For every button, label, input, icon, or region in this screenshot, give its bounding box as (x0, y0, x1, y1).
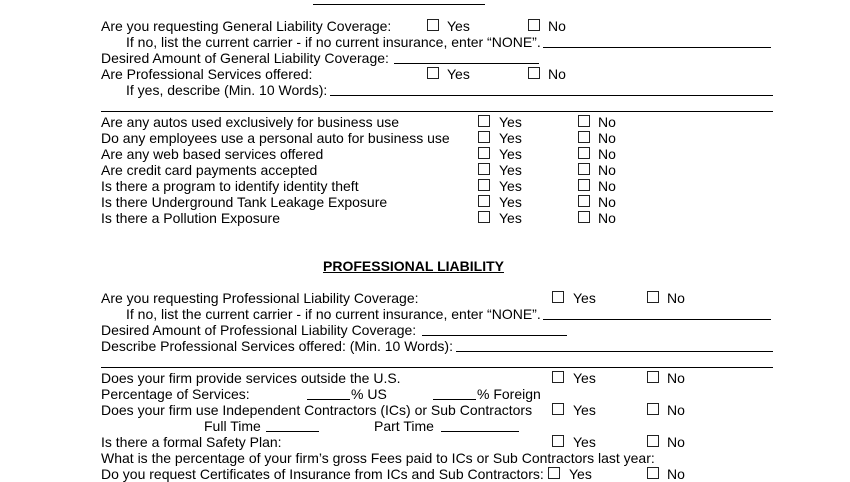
pl-carrier-label: If no, list the current carrier - if no current insurance, enter “NONE”. (126, 306, 541, 322)
pl-outside-us-yes-label: Yes (573, 370, 596, 386)
pl-safety-plan-no-checkbox[interactable] (647, 435, 659, 447)
gl-prof-services-yes-checkbox[interactable] (427, 67, 439, 79)
gl-prof-services-no-checkbox[interactable] (528, 67, 540, 79)
gl-amount-field[interactable] (394, 63, 539, 64)
exposure-no-label: No (598, 178, 616, 194)
pl-certificates-no-label: No (667, 466, 685, 482)
pl-full-time-label: Full Time (204, 418, 261, 434)
exposure-question: Do any employees use a personal auto for business use (101, 130, 450, 146)
exposure-yes-label: Yes (499, 130, 522, 146)
pl-outside-us-yes-checkbox[interactable] (552, 371, 564, 383)
exposure-no-checkbox[interactable] (578, 115, 590, 127)
exposure-yes-label: Yes (499, 162, 522, 178)
exposure-question: Is there a program to identify identity theft (101, 178, 359, 194)
exposure-no-checkbox[interactable] (578, 211, 590, 223)
exposure-question: Is there Underground Tank Leakage Exposure (101, 194, 388, 210)
exposure-no-label: No (598, 114, 616, 130)
gl-requesting-label: Are you requesting General Liability Coverage: (101, 18, 392, 34)
exposure-yes-label: Yes (499, 146, 522, 162)
exposure-question: Are credit card payments accepted (101, 162, 318, 178)
pl-safety-plan-label: Is there a formal Safety Plan: (101, 434, 282, 450)
pl-contractors-no-label: No (667, 402, 685, 418)
pl-amount-field[interactable] (422, 335, 567, 336)
gl-requesting-yes-label: Yes (447, 18, 470, 34)
exposure-yes-checkbox[interactable] (478, 131, 490, 143)
exposure-no-label: No (598, 210, 616, 226)
pl-full-time-field[interactable] (266, 431, 319, 432)
pl-requesting-yes-label: Yes (573, 290, 596, 306)
exposure-question: Is there a Pollution Exposure (101, 210, 280, 226)
exposure-no-label: No (598, 194, 616, 210)
pl-requesting-yes-checkbox[interactable] (552, 291, 564, 303)
pl-certificates-no-checkbox[interactable] (647, 467, 659, 479)
exposure-yes-checkbox[interactable] (478, 179, 490, 191)
pl-certificates-label: Do you request Certificates of Insurance from ICs and Sub Contractors: (101, 466, 544, 482)
gl-amount-label: Desired Amount of General Liability Coverage: (101, 50, 389, 66)
pl-contractors-no-checkbox[interactable] (647, 403, 659, 415)
pl-requesting-no-checkbox[interactable] (647, 291, 659, 303)
pl-outside-us-label: Does your firm provide services outside the U.S. (101, 370, 401, 386)
pl-safety-plan-no-label: No (667, 434, 685, 450)
pl-describe-field-continued[interactable] (101, 367, 773, 368)
exposure-yes-checkbox[interactable] (478, 115, 490, 127)
pl-pct-foreign-field[interactable] (433, 399, 476, 400)
pl-outside-us-no-checkbox[interactable] (647, 371, 659, 383)
exposure-no-checkbox[interactable] (578, 179, 590, 191)
pl-requesting-no-label: No (667, 290, 685, 306)
gl-requesting-no-label: No (548, 18, 566, 34)
exposure-no-label: No (598, 146, 616, 162)
exposure-yes-label: Yes (499, 114, 522, 130)
pl-fees-pct-label: What is the percentage of your firm’s gross Fees paid to ICs or Sub Contractors last year: (101, 450, 655, 466)
gl-describe-field[interactable] (330, 95, 773, 96)
pl-requesting-label: Are you requesting Professional Liability Coverage: (101, 290, 419, 306)
exposure-no-label: No (598, 162, 616, 178)
section-heading-underline (313, 4, 485, 5)
exposure-question: Are any web based services offered (101, 146, 324, 162)
pl-part-time-field[interactable] (441, 431, 519, 432)
pl-describe-label: Describe Professional Services offered: (Min. 10 Words): (101, 338, 453, 354)
gl-prof-services-label: Are Professional Services offered: (101, 66, 313, 82)
exposure-yes-checkbox[interactable] (478, 147, 490, 159)
pl-describe-field[interactable] (456, 351, 773, 352)
pl-pct-us-label: % US (351, 386, 387, 402)
pl-amount-label: Desired Amount of Professional Liability Coverage: (101, 322, 417, 338)
gl-prof-services-yes-label: Yes (447, 66, 470, 82)
pl-section-heading: PROFESSIONAL LIABILITY (323, 258, 504, 274)
exposure-yes-label: Yes (499, 194, 522, 210)
exposure-yes-label: Yes (499, 178, 522, 194)
pl-pct-us-field[interactable] (307, 399, 350, 400)
pl-pct-foreign-label: % Foreign (477, 386, 541, 402)
exposure-question: Are any autos used exclusively for business use (101, 114, 400, 130)
exposure-no-checkbox[interactable] (578, 131, 590, 143)
exposure-yes-checkbox[interactable] (478, 163, 490, 175)
exposure-no-label: No (598, 130, 616, 146)
exposure-yes-label: Yes (499, 210, 522, 226)
pl-carrier-field[interactable] (543, 319, 771, 320)
gl-requesting-yes-checkbox[interactable] (427, 19, 439, 31)
pl-contractors-yes-checkbox[interactable] (552, 403, 564, 415)
gl-carrier-field[interactable] (543, 47, 771, 48)
exposure-yes-checkbox[interactable] (478, 195, 490, 207)
gl-carrier-label: If no, list the current carrier - if no current insurance, enter “NONE”. (126, 34, 541, 50)
pl-safety-plan-yes-label: Yes (573, 434, 596, 450)
pl-contractors-yes-label: Yes (573, 402, 596, 418)
pl-part-time-label: Part Time (374, 418, 434, 434)
exposure-no-checkbox[interactable] (578, 147, 590, 159)
gl-describe-field-continued[interactable] (101, 111, 773, 112)
pl-certificates-yes-label: Yes (569, 466, 592, 482)
pl-pct-services-label: Percentage of Services: (101, 386, 250, 402)
pl-contractors-label: Does your firm use Independent Contractors (ICs) or Sub Contractors (101, 402, 533, 418)
exposure-no-checkbox[interactable] (578, 163, 590, 175)
exposure-no-checkbox[interactable] (578, 195, 590, 207)
pl-outside-us-no-label: No (667, 370, 685, 386)
gl-describe-label: If yes, describe (Min. 10 Words): (126, 82, 328, 98)
exposure-yes-checkbox[interactable] (478, 211, 490, 223)
pl-safety-plan-yes-checkbox[interactable] (552, 435, 564, 447)
gl-requesting-no-checkbox[interactable] (528, 19, 540, 31)
pl-certificates-yes-checkbox[interactable] (548, 467, 560, 479)
gl-prof-services-no-label: No (548, 66, 566, 82)
